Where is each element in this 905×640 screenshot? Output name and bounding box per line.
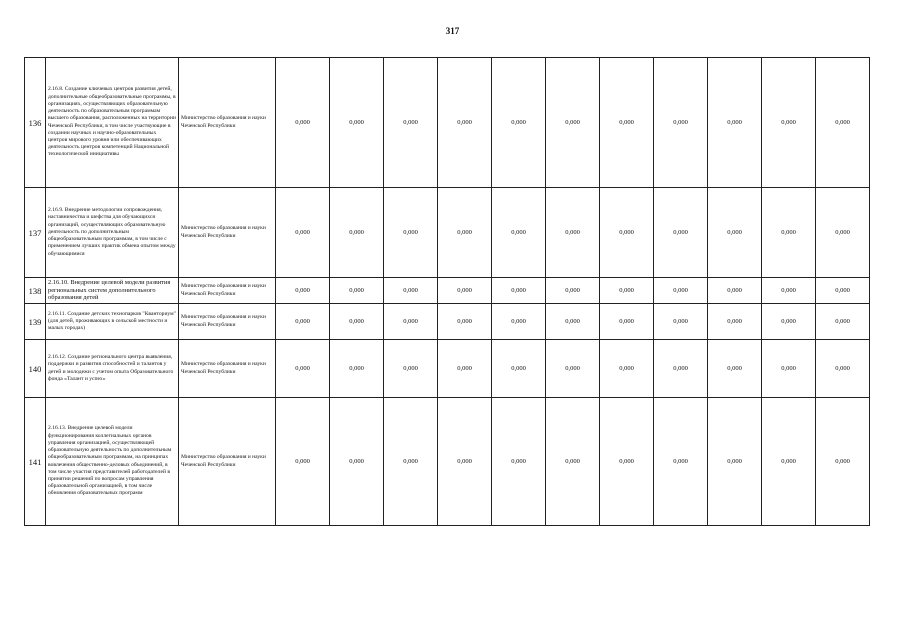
row-description: 2.16.11. Создание детских технопарков "Кванториум" (для детей, проживающих в сельской местности и малых городах) [46, 304, 179, 340]
row-value: 0,000 [600, 398, 654, 526]
row-value: 0,000 [384, 188, 438, 278]
row-description: 2.16.8. Создание ключевых центров развития детей, дополнительные общеобразовательные программы, в организациях, осуществляющих образовательную деятельность по образовательным программам высшего образования, расположенных на территории Чеченской Республики, в том числе участвующие в создании научных и научно-образовательных центров мирового уровня или обеспечивающих деятельность центров компетенций Национальной технологической инициативы [46, 58, 179, 188]
row-value: 0,000 [330, 188, 384, 278]
row-value: 0,000 [438, 188, 492, 278]
row-value: 0,000 [546, 304, 600, 340]
row-organization: Министерство образования и науки Чеченской Республики [179, 188, 276, 278]
row-number: 140 [25, 340, 46, 398]
row-number: 141 [25, 398, 46, 526]
row-value: 0,000 [384, 58, 438, 188]
row-organization: Министерство образования и науки Чеченской Республики [179, 58, 276, 188]
row-value: 0,000 [438, 340, 492, 398]
row-value: 0,000 [600, 58, 654, 188]
row-value: 0,000 [816, 58, 870, 188]
row-value: 0,000 [762, 278, 816, 304]
row-value: 0,000 [546, 398, 600, 526]
row-value: 0,000 [816, 278, 870, 304]
row-value: 0,000 [438, 58, 492, 188]
row-value: 0,000 [708, 188, 762, 278]
row-value: 0,000 [492, 398, 546, 526]
row-value: 0,000 [330, 340, 384, 398]
row-organization: Министерство образования и науки Чеченской Республики [179, 398, 276, 526]
row-value: 0,000 [654, 304, 708, 340]
row-description: 2.16.13. Внедрение целевой модели функционирования коллегиальных органов управления организацией, осуществляющей образовательную деятельность по дополнительным общеобразовательным программам, на принципах вовлечения общественно-деловых объединений, в том числе участия представителей работодателей в принятии решений по вопросам управления образовательной организацией, в том числе обновления образовательных программ [46, 398, 179, 526]
row-value: 0,000 [654, 278, 708, 304]
row-value: 0,000 [438, 278, 492, 304]
row-number: 138 [25, 278, 46, 304]
row-value: 0,000 [708, 340, 762, 398]
table-row [25, 188, 870, 278]
row-value: 0,000 [384, 304, 438, 340]
row-value: 0,000 [546, 188, 600, 278]
row-value: 0,000 [762, 398, 816, 526]
table-row [25, 278, 870, 304]
row-value: 0,000 [546, 278, 600, 304]
row-description: 2.16.10. Внедрение целевой модели развития региональных систем дополнительного образования детей [46, 278, 179, 304]
row-value: 0,000 [546, 340, 600, 398]
row-value: 0,000 [438, 398, 492, 526]
row-value: 0,000 [438, 304, 492, 340]
row-value: 0,000 [546, 58, 600, 188]
row-number: 136 [25, 58, 46, 188]
row-description: 2.16.12. Создание регионального центра выявления, поддержки и развития способностей и талантов у детей и молодежи с учетом опыта Образовательного фонда «Талант и успех» [46, 340, 179, 398]
row-value: 0,000 [330, 398, 384, 526]
row-value: 0,000 [654, 188, 708, 278]
row-organization: Министерство образования и науки Чеченской Республики [179, 304, 276, 340]
row-value: 0,000 [492, 340, 546, 398]
row-value: 0,000 [654, 58, 708, 188]
row-value: 0,000 [492, 278, 546, 304]
page-number: 317 [445, 26, 460, 36]
row-value: 0,000 [492, 188, 546, 278]
row-value: 0,000 [708, 398, 762, 526]
row-value: 0,000 [384, 398, 438, 526]
row-number: 139 [25, 304, 46, 340]
row-value: 0,000 [708, 278, 762, 304]
table-row [25, 304, 870, 340]
row-value: 0,000 [762, 340, 816, 398]
row-value: 0,000 [330, 58, 384, 188]
row-value: 0,000 [762, 304, 816, 340]
row-organization: Министерство образования и науки Чеченской Республики [179, 278, 276, 304]
row-value: 0,000 [816, 304, 870, 340]
row-value: 0,000 [600, 278, 654, 304]
row-value: 0,000 [762, 58, 816, 188]
row-value: 0,000 [600, 340, 654, 398]
row-value: 0,000 [654, 340, 708, 398]
row-value: 0,000 [654, 398, 708, 526]
row-value: 0,000 [708, 58, 762, 188]
row-value: 0,000 [276, 278, 330, 304]
row-value: 0,000 [492, 304, 546, 340]
row-value: 0,000 [816, 340, 870, 398]
row-value: 0,000 [276, 398, 330, 526]
row-value: 0,000 [330, 304, 384, 340]
row-value: 0,000 [708, 304, 762, 340]
row-value: 0,000 [384, 278, 438, 304]
row-value: 0,000 [600, 188, 654, 278]
row-value: 0,000 [276, 340, 330, 398]
row-value: 0,000 [816, 398, 870, 526]
table-row [25, 340, 870, 398]
row-value: 0,000 [762, 188, 816, 278]
row-value: 0,000 [330, 278, 384, 304]
row-organization: Министерство образования и науки Чеченской Республики [179, 340, 276, 398]
row-value: 0,000 [276, 304, 330, 340]
row-value: 0,000 [816, 188, 870, 278]
budget-table [24, 57, 870, 526]
row-value: 0,000 [384, 340, 438, 398]
row-value: 0,000 [600, 304, 654, 340]
table-row [25, 58, 870, 188]
row-value: 0,000 [276, 188, 330, 278]
row-value: 0,000 [492, 58, 546, 188]
row-number: 137 [25, 188, 46, 278]
row-value: 0,000 [276, 58, 330, 188]
table-row [25, 398, 870, 526]
row-description: 2.16.9. Внедрение методологии сопровождения, наставничества и шефства для обучающихся организаций, осуществляющих образовательную деятельность по дополнительным общеобразовательным программам, в том числе с применением лучших практик обмена опытом между обучающимися [46, 188, 179, 278]
table-body [25, 58, 870, 526]
